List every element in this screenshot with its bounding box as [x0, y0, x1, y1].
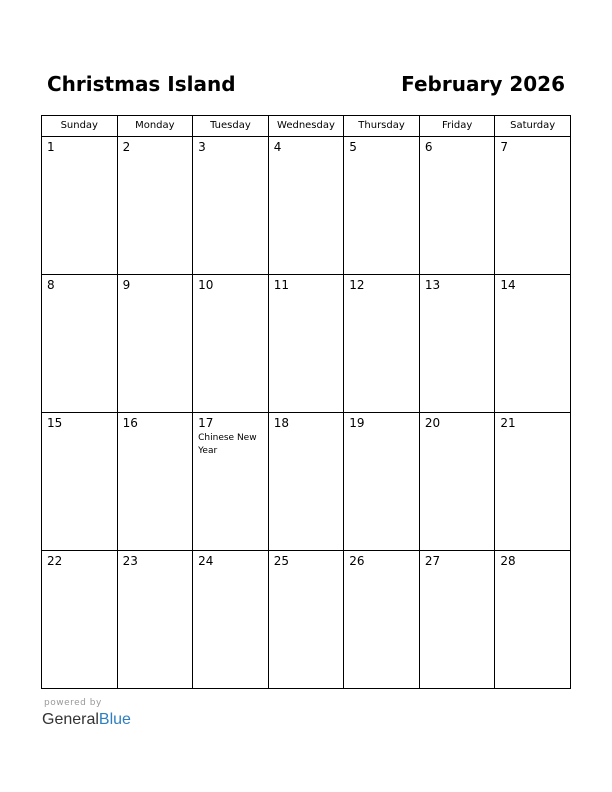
day-cell: [117, 551, 193, 689]
day-number: 15: [47, 416, 63, 430]
day-cell: [42, 137, 118, 275]
month-year-title: February 2026: [401, 72, 565, 96]
holiday-event: Chinese New Year: [198, 433, 257, 456]
weekday-saturday: Saturday: [495, 116, 571, 137]
calendar-header: [41, 70, 571, 100]
day-cell: [268, 137, 344, 275]
day-number: 22: [47, 554, 63, 568]
day-number: 4: [273, 140, 282, 154]
brand-logo: [42, 709, 131, 731]
powered-by-label: powered by: [44, 698, 102, 708]
day-number: 23: [122, 554, 138, 568]
day-number: 20: [424, 416, 441, 430]
week-row-1: [42, 137, 571, 275]
day-number: 17: [198, 416, 214, 430]
day-cell: [193, 275, 269, 413]
day-number: 28: [500, 554, 516, 568]
day-cell: [193, 413, 269, 551]
day-number: 5: [349, 140, 357, 154]
location-title: Christmas Island: [47, 72, 236, 96]
day-cell: [495, 137, 571, 275]
weekday-wednesday: Wednesday: [268, 116, 344, 137]
day-cell: [42, 551, 118, 689]
day-number: 11: [273, 278, 289, 292]
day-number: 9: [122, 278, 131, 292]
day-cell: [419, 551, 495, 689]
day-cell: [344, 137, 420, 275]
weekday-tuesday: Tuesday: [193, 116, 269, 137]
day-cell: [117, 275, 193, 413]
day-cell: [344, 275, 420, 413]
brand-blue-text: Blue: [98, 711, 131, 728]
week-row-3: [42, 413, 571, 551]
day-number: 7: [500, 140, 509, 154]
weekday-monday: Monday: [117, 116, 193, 137]
day-number: 10: [198, 278, 214, 292]
day-cell: [268, 413, 344, 551]
day-number: 14: [500, 278, 516, 292]
day-number: 3: [198, 140, 206, 154]
day-number: 25: [273, 554, 289, 568]
calendar-grid: [41, 115, 571, 689]
generalblue-brand[interactable]: [42, 697, 202, 733]
weekday-sunday: Sunday: [42, 116, 118, 137]
day-number: 8: [47, 278, 55, 292]
day-number: 16: [122, 416, 138, 430]
day-cell: [117, 413, 193, 551]
weekday-thursday: Thursday: [344, 116, 420, 137]
day-cell: [42, 413, 118, 551]
weekday-friday: Friday: [419, 116, 495, 137]
day-number: 19: [349, 416, 365, 430]
day-cell: [495, 413, 571, 551]
day-number: 2: [122, 140, 131, 154]
day-cell: [193, 137, 269, 275]
day-cell: [268, 551, 344, 689]
day-cell: [419, 137, 495, 275]
day-cell: [495, 551, 571, 689]
day-cell: [495, 275, 571, 413]
weekday-header-row: [42, 116, 571, 137]
day-cell: [268, 275, 344, 413]
day-cell: [419, 413, 495, 551]
week-row-4: [42, 551, 571, 689]
day-cell: [193, 551, 269, 689]
day-number: 26: [349, 554, 365, 568]
day-number: 1: [47, 140, 55, 154]
day-cell: [117, 137, 193, 275]
day-number: 13: [424, 278, 441, 292]
day-cell: [419, 275, 495, 413]
day-cell: [344, 551, 420, 689]
day-number: 12: [349, 278, 365, 292]
day-number: 27: [424, 554, 441, 568]
week-row-2: [42, 275, 571, 413]
day-number: 18: [273, 416, 289, 430]
day-number: 6: [424, 140, 433, 154]
day-cell: [344, 413, 420, 551]
day-cell: [42, 275, 118, 413]
brand-general-text: General: [42, 711, 99, 728]
day-number: 24: [198, 554, 214, 568]
day-number: 21: [500, 416, 516, 430]
